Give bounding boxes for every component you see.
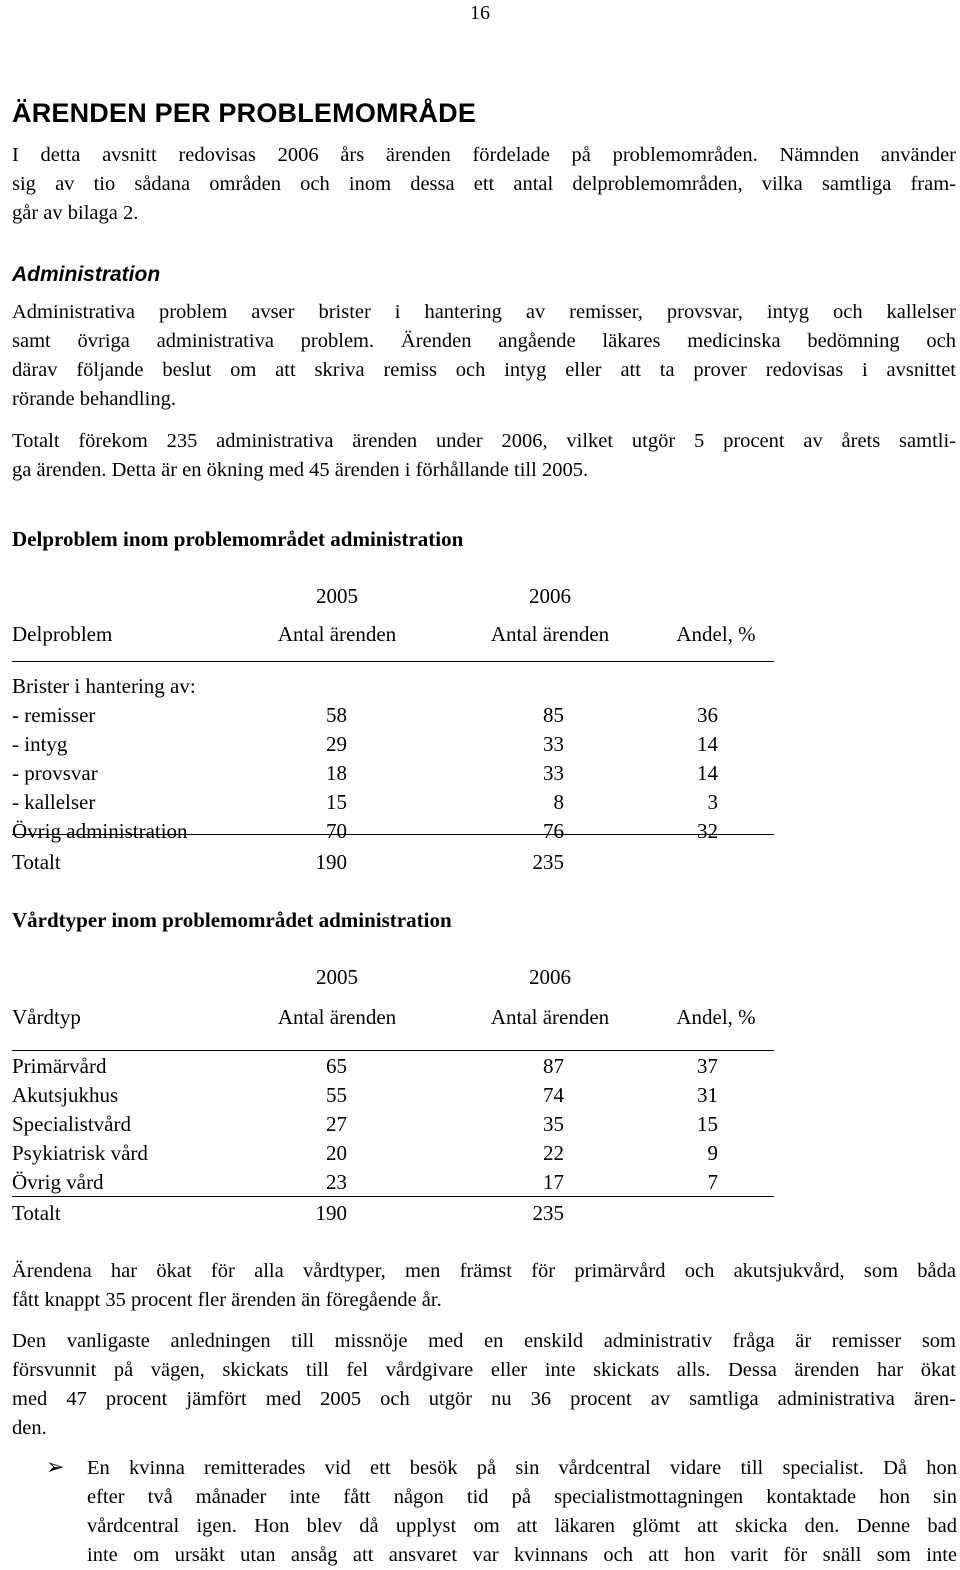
column-header: Antal ärenden [277,1005,397,1029]
table-row [12,703,774,732]
row-label: Övrig administration [12,819,188,843]
row-label: Totalt [12,1201,61,1225]
year-header: 2006 [529,965,571,989]
text-line: därav följande beslut om att skriva remiss och intyg eller att ta prover redovisas i avsnittet [12,359,956,381]
table-total-row [12,850,774,879]
cell-2005: 29 [326,732,347,756]
column-header: Antal ärenden [277,622,397,646]
table-row [12,1170,774,1199]
bullet-item [87,1454,957,1570]
cell-share: 36 [697,703,718,727]
text-line: vårdcentral igen. Hon blev då upplyst om att läkaren glömt att skicka den. Denne bad [87,1515,957,1537]
text-line: ga ärenden. Detta är en ökning med 45 ärenden i förhållande till 2005. [12,459,589,481]
cell-2006: 35 [543,1112,564,1136]
cell-share: 37 [697,1054,718,1078]
cell-2005: 65 [326,1054,347,1078]
cell-share: 32 [697,819,718,843]
table1-total-rule [12,834,774,835]
page-heading: ÄRENDEN PER PROBLEMOMRÅDE [12,98,477,128]
table-year-row [12,584,774,622]
row-label: Övrig vård [12,1170,104,1194]
table2-title: Vårdtyper inom problemområdet administration [12,908,452,932]
cell-2006: 87 [543,1054,564,1078]
column-header: Antal ärenden [490,1005,610,1029]
paragraph-2 [12,427,956,485]
table2-total-rule [12,1196,774,1197]
cell-2005: 23 [326,1170,347,1194]
cell-2005: 70 [326,819,347,843]
row-label: Akutsjukhus [12,1083,119,1107]
row-label: - remisser [12,703,96,727]
cell-2006: 33 [543,761,564,785]
row-label: - intyg [12,732,68,756]
table-group-row [12,674,774,703]
table-row [12,790,774,819]
cell-share: 14 [697,761,718,785]
column-header: Vårdtyp [12,1005,81,1029]
column-header: Andel, % [676,1005,756,1029]
table-year-row [12,965,774,1005]
paragraph-1 [12,298,956,414]
table-row [12,1054,774,1083]
text-line: Ärendena har ökat för alla vårdtyper, men främst för primärvård och akutsjukvård, som båda [12,1260,956,1282]
group-label: Brister i hantering av: [12,674,196,698]
cell-2005: 20 [326,1141,347,1165]
cell-2005: 27 [326,1112,347,1136]
cell-2006: 235 [532,850,564,874]
cell-2006: 76 [543,819,564,843]
cell-share: 7 [707,1170,718,1194]
cell-2005: 190 [315,850,347,874]
text-line: med 47 procent jämfört med 2005 och utgör nu 36 procent av samtliga administrativa ären- [12,1388,956,1410]
table2-header-rule [12,1050,774,1051]
text-line: sig av tio sådana områden och inom dessa ett antal delproblemområden, vilka samtliga fram- [12,173,956,195]
section-title: Administration [12,263,161,286]
year-header: 2006 [529,584,571,608]
paragraph-3 [12,1257,956,1315]
table-row [12,1141,774,1170]
cell-2005: 18 [326,761,347,785]
row-label: Specialistvård [12,1112,131,1136]
table-total-row [12,1201,774,1230]
row-label: - kallelser [12,790,96,814]
table2 [12,965,774,1230]
text-line: I detta avsnitt redovisas 2006 års ärenden fördelade på problemområden. Nämnden använder [12,144,956,166]
table-row [12,1083,774,1112]
cell-2005: 55 [326,1083,347,1107]
intro-paragraph [12,141,956,228]
cell-share: 9 [707,1141,718,1165]
text-line: försvunnit på vägen, skickats till fel vårdgivare eller inte skickats alls. Dessa ärenden har ökat [12,1359,956,1381]
text-line: samt övriga administrativa problem. Ärenden angående läkares medicinska bedömning och [12,330,956,352]
table-header-row [12,1005,774,1047]
row-label: Primärvård [12,1054,107,1078]
text-line: fått knappt 35 procent fler ärenden än föregående år. [12,1289,442,1311]
cell-2006: 22 [543,1141,564,1165]
column-header: Antal ärenden [490,622,610,646]
text-line: Administrativa problem avser brister i hantering av remisser, provsvar, intyg och kallelser [12,301,956,323]
table1-title: Delproblem inom problemområdet administration [12,527,464,551]
row-label: - provsvar [12,761,98,785]
text-line: efter två månader inte fått någon tid på specialistmottagningen kontaktade hon sin [87,1486,957,1508]
table-row [12,761,774,790]
table1-header-rule [12,661,774,662]
row-label: Psykiatrisk vård [12,1141,148,1165]
page-number: 16 [470,2,490,24]
table-row [12,1112,774,1141]
column-header: Delproblem [12,622,113,646]
text-line: Den vanligaste anledningen till missnöje med en enskild administrativ fråga är remisser som [12,1330,956,1352]
cell-2006: 8 [553,790,564,814]
cell-2005: 190 [315,1201,347,1225]
cell-2005: 58 [326,703,347,727]
cell-share: 15 [697,1112,718,1136]
text-line: inte om ursäkt utan ansåg att ansvaret var kvinnans och att hon varit för snäll som inte [87,1544,957,1566]
cell-2006: 33 [543,732,564,756]
cell-2006: 74 [543,1083,564,1107]
text-line: den. [12,1417,47,1439]
text-line: En kvinna remitterades vid ett besök på sin vårdcentral vidare till specialist. Då hon [87,1457,957,1479]
row-label: Totalt [12,850,61,874]
cell-2006: 85 [543,703,564,727]
cell-share: 31 [697,1083,718,1107]
table-row [12,732,774,761]
text-line: går av bilaga 2. [12,202,139,224]
text-line: Totalt förekom 235 administrativa ärenden under 2006, vilket utgör 5 procent av årets samtli- [12,430,956,452]
cell-2005: 15 [326,790,347,814]
arrow-bullet-icon: ➢ [46,1454,65,1479]
table-header-row [12,622,774,664]
cell-share: 3 [707,790,718,814]
paragraph-4 [12,1327,956,1443]
year-header: 2005 [316,584,358,608]
year-header: 2005 [316,965,358,989]
column-header: Andel, % [676,622,756,646]
text-line: rörande behandling. [12,388,176,410]
cell-share: 14 [697,732,718,756]
cell-2006: 17 [543,1170,564,1194]
cell-2006: 235 [532,1201,564,1225]
